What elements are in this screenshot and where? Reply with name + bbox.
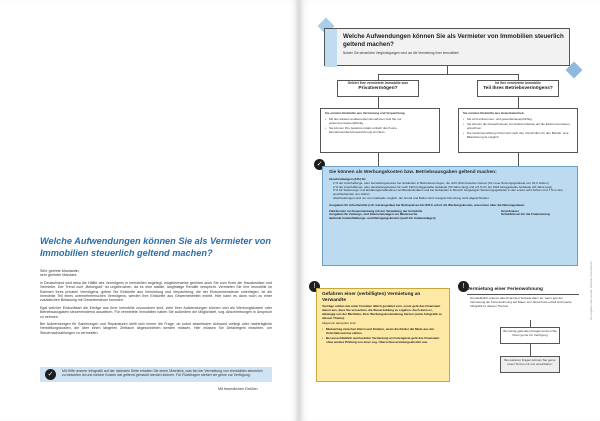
list-item: Abschreibungen sind nur vom Gebäude möglich, der Grund und Boden wird mangels Abnutzung nicht abgeschrieben. [333,195,490,200]
deductible-title: Sie können als Werbungskosten bzw. Betriebsausgaben geltend machen: [329,170,497,175]
connector-line [378,74,518,75]
list-item: Ausgaben für Zeitungs- und Internetanzeigen zur Mietersuche [329,212,418,217]
list-item: 2 % der Anschaffungs- oder Herstellungskosten bei Gebäuden in Betriebsvermögen, die nicht Wohnzwecken dienen (für neue Nutzungsgebäude von 33,3 Jahren) [333,180,549,185]
column-left [329,210,499,221]
question-line-2: Privatvermögen? [358,86,398,91]
connector-line [378,97,379,108]
paragraph-1: in Deutschland wird etwa die Hälfte des Vermögens in Immobilien angelegt, möglicherweise gehören auch Sie zum Kreis der Hausbesitzer und Vermieter. Der Trend zum „Betongold“ ist ungebrochen, da es eine stabile, langfristige Rendite verspricht. Vermieten Sie Ihre Immobilie im Rahmen Ihres privaten Vermögens, geben Sie Einkünfte aus Vermietung und Verpachtung; die der Einkommensteuer unterliegen. Ist die Immobilie Teil eines unternehmerischen Vermögens, werden Ihre Einkünfte aus Gewerbebetrieb erzielt. Hier kann es dann noch zu einer zusätzlichen Belastung mit Gewerbesteuer kommen. [40,280,272,303]
warning-paragraph: Verträge sollten wie unter Fremden üblich gestaltet sein, sonst geht das Finanzamt davon aus, dass Sie versuchen, die Steuerzahlung zu ergehen. Auch kann es, abhängig von der Miethöhe, Ihrer Werbungskostenabzug kürzen (siehe Infografik zu diesem Thema). [322,304,442,320]
list-item: 9 % für Sanierungs- und Erhaltungsmaßnahmen an Baudenkmälern und bei Gebäuden in Bereich festgelegter Sanierungsgebieten in den ersten acht Jahren und 7 % in den anschließenden vier Jahren [333,188,563,197]
infographic-header [324,28,570,66]
warning-icon: ! [458,281,469,292]
answer-lead: Sie erzielen Einkünfte aus Gewerbebetrieb. [463,111,525,115]
page-title: Welche Aufwendungen können Sie als Vermieter von Immobilien steuerlich geltend machen? [40,236,271,258]
connector-line [530,320,531,327]
question-line-1: Ist Ihre vermietete Immobilie [495,81,541,85]
left-page [0,0,298,421]
list-item: Schuldzinsen für die Finanzierung [501,212,550,217]
answer-business-assets [458,108,578,153]
question-line-1: Gehört Ihre vermietete Immobilie zum [347,81,409,85]
connector-line [378,153,379,166]
work-equipment-item: Ausgaben für Arbeitsmittel (z.B. Gartengeräte) bei Nettopreisen bis 800 € sofort als Werbungskosten, ansonsten über die Nutzungsdauer. [329,202,525,207]
warning-icon: ! [309,281,320,292]
greeting-line-1: Sehr geehrte Mandantin, [40,269,80,273]
divider [467,294,579,295]
question-business-assets [477,80,559,97]
list-item: • Sie können Ihre Gewinne relativ einfach durch eine Einnahmenüberschussrechnung ermitteln. [325,127,435,135]
deductible-expenses-box [322,166,578,266]
connector-line [447,66,448,74]
signoff: Mit freundlichen Grüßen [218,387,258,391]
related-rental-warning-box [316,288,450,382]
infographic-subtitle: Nutzen Sie steuerliche Vergünstigungen rund um die Vermietung Ihrer Immobilien! [343,51,460,55]
list-item: • Die Gewinnermittlung richtet sich nach den Vorschriften für den Betrieb, eine Bilanzierung ist möglich. [463,132,573,140]
holiday-rental-note-1: Bei wenig gehenden Fragen können Sie ihnen gerne zur Verfügung [500,327,560,344]
warning-title: Gefahren einer (verbilligten) Vermietung an Verwandte [322,292,421,303]
holiday-rental-title: Vermietung einer Ferienwohnung [467,287,543,292]
question-line-2: Teil Ihres Betriebsvermögens? [483,86,553,91]
infographic-title: Welche Aufwendungen können Sie als Vermieter von Immobilien steuerlich geltend machen? [343,33,564,48]
answer-private-assets [320,108,440,153]
answer-lead: Sie erzielen Einkünfte aus Vermietung und Verpachtung. [325,111,406,115]
right-page [300,0,600,421]
list-item: • Mietvertrag zwischen Eltern und Kindern, wenn die Kinder die Miete aus der Unterhaltssumme zahlen. [322,328,444,336]
header-accent-tab [325,29,337,67]
connector-line [530,344,531,356]
list-item: • Sie können die Gewerbesteuer zumindest teilweise auf die Einkommensteuer anrechnen. [463,123,573,131]
callout-text: Mit Hilfe unserer Infografik auf der nächsten Seite erhalten Sie einen Überblick, was bei der Vermietung von Immobilien steuerlich zu beachten ist und welche Kosten wie geltend gemacht werden können. Für Rückfragen stehen wir gerne zur Verfügung. [62,369,263,378]
letter-body [40,269,272,338]
checkmark-icon: ✓ [314,159,325,170]
holiday-rental-text: Grundsätzlich erkennt das Finanzamt Verluste dann an, wenn aus der Vermietung der Ferienwohnung auf Dauer ein Überschuss erzielt wird (siehe Infografik zu diesem Thema). [470,296,572,308]
paragraph-3: Bei Aufwendungen für Sanierungen und Reparaturen stellt sich immer die Frage, ob sofort abziehbarer Aufwand vorliegt oder nachträgliche Herstellungskosten, die über einen längeren Zeitraum abgeschrieben werden müssen. Hier müssen Sie Detailregeln beachten, um Steuernachzahlungen zu vermeiden. [40,322,272,335]
connector-line [518,153,519,166]
list-item: Fahrtkosten im Zusammenhang mit der Verwaltung der Immobilie [329,208,423,213]
warning-accepted: Allgemein akzeptiert sind: [322,321,357,326]
question-private-assets [337,80,419,97]
list-item: Grundsteuer [501,208,520,213]
depreciation-heading: Abschreibungen (AfA) für [329,177,366,181]
connector-line [518,97,519,108]
deductible-text [329,178,571,221]
holiday-rental-note-2: Bei weiteren Fragen können Sie gerne einen Termin mit uns vereinbaren. [500,356,560,373]
greeting-line-2: sehr geehrter Mandant, [40,273,78,278]
column-right [501,210,571,221]
infographic-callout [40,367,272,382]
list-item: • Sie sind einkommen- und gewerbesteuerpflichtig. [463,118,573,122]
checkmark-icon: ✓ [45,369,56,380]
list-item: • Mit den daraus resultierenden Einnahmen sind Sie nur einkommensteuerpflichtig. [325,118,435,126]
list-item: laufende Instandhaltungs- und Reinigungskosten (auch für Außenanlagen) [329,216,436,221]
deductible-columns [329,210,571,221]
side-disclaimer: Alle Angaben ohne Gewähr. Stand der Informationen. [590,260,593,320]
list-item: 2 % der Anschaffungs- oder Herstellungskosten für nach 1924 fertiggestellte Gebäude (50 Jahre lang) und 2,5 % für bis 1924 fertiggestellte Gebäude (40 Jahre lang) [333,184,553,189]
list-item: • Bei ausschließlich wechselnder Vermietung an Feriengäste geht das Finanzamt ohne weitere Prüfung von einer sog. Überschusserzielungsabsicht aus. [322,337,444,345]
paragraph-2: Egal welcher Einkunftsart die Erträge aus Ihrer Immobilie zuzuordnen sind, viele Ihrer Aufwendungen können sich als Werbungskosten oder Betriebsausgaben steuermindernd auswirken. Für vermietete Immobilien haben Sie außerdem die Möglichkeit, sog. Abschreibungen in Anspruch zu nehmen. [40,305,272,319]
